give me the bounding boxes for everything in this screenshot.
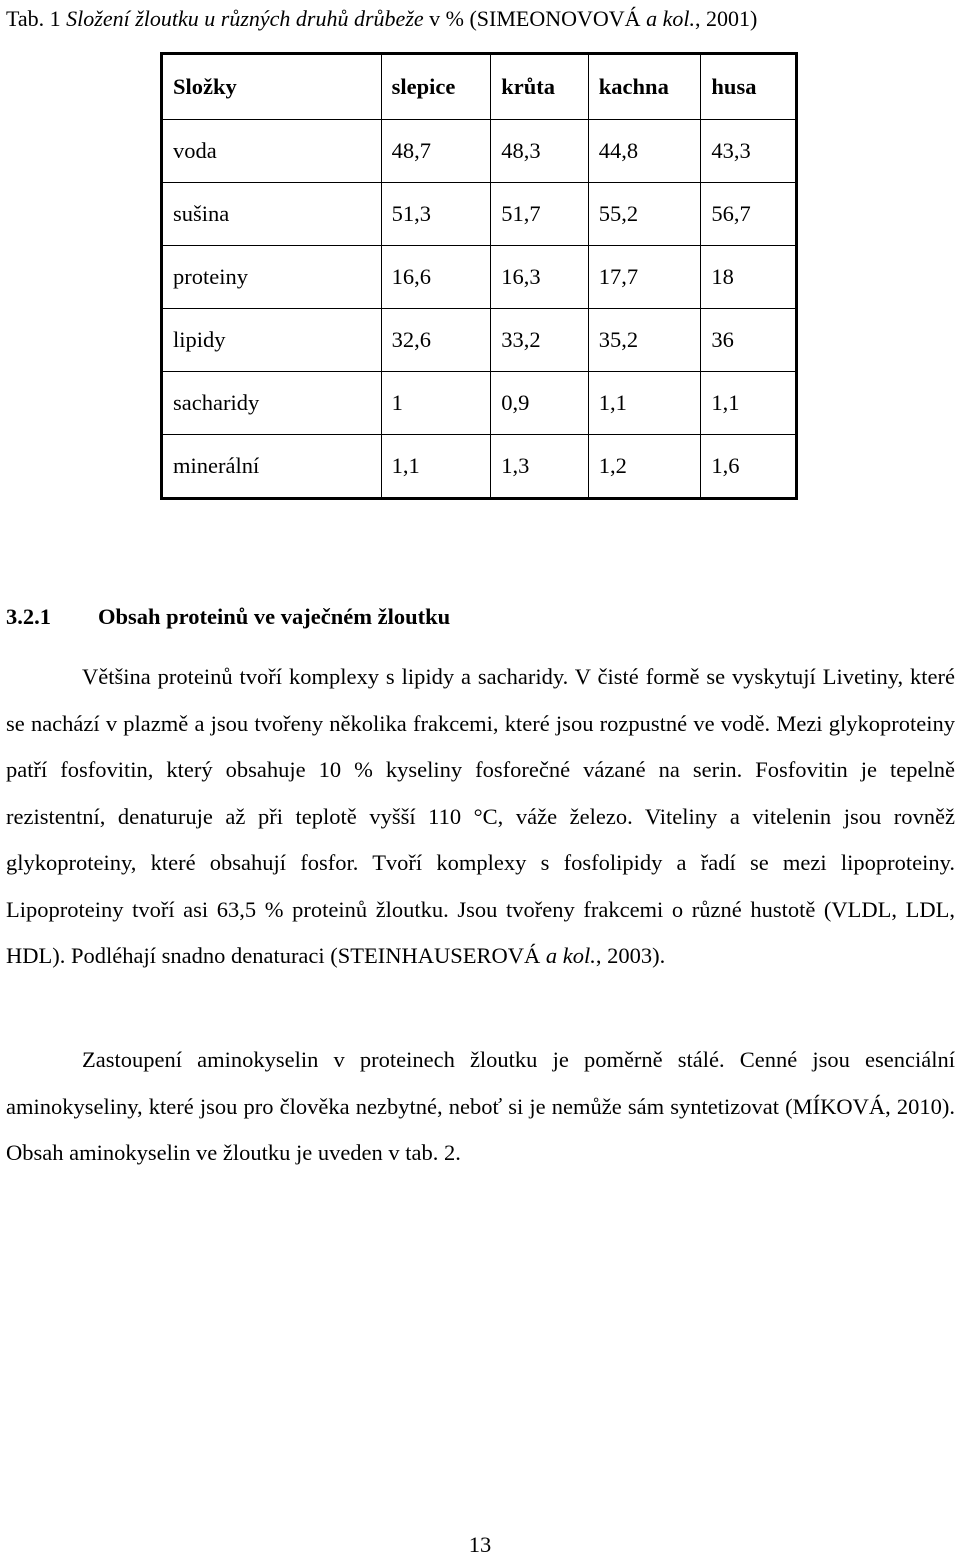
table-row [162,435,797,499]
paragraph-suffix: , 2003). [595,943,666,968]
paragraph-proteins [6,654,955,980]
value-cell: 1,3 [491,435,589,499]
caption-middle: v % (SIMEONOVOVÁ [423,6,647,31]
value-cell: 56,7 [701,183,797,246]
table-row [162,183,797,246]
row-label-cell: voda [162,120,382,183]
value-cell: 44,8 [588,120,701,183]
value-cell: 51,3 [381,183,491,246]
paragraph-text: Většina proteinů tvoří komplexy s lipidy a sacharidy. V čisté formě se vyskytují Livetiny, které se nachází v plazmě a jsou tvořeny několika frakcemi, které jsou rozpustné ve vodě. Mezi glykoproteiny patří fosfovitin, který obsahuje 10 % kyseliny fosforečné vázané na serin. Fosfovitin je tepelně rezistentní, denaturuje až při teplotě vyšší 110 °C, váže železo. Viteliny a vitelenin jsou rovněž glykoproteiny, které obsahují fosfor. Tvoří komplexy s fosfolipidy a řadí se mezi lipoproteiny. Lipoproteiny tvoří asi 63,5 % proteinů žloutku. Jsou tvořeny frakcemi o různé hustotě (VLDL, LDL, HDL). Podléhají snadno denaturaci (STEINHAUSEROVÁ [6,664,955,968]
value-cell: 1,2 [588,435,701,499]
value-cell: 55,2 [588,183,701,246]
table-row [162,372,797,435]
row-label-cell: proteiny [162,246,382,309]
value-cell: 16,6 [381,246,491,309]
table-caption [6,2,757,36]
header-cell: Složky [162,54,382,120]
page-number: 13 [468,1532,492,1557]
header-cell: slepice [381,54,491,120]
value-cell: 1 [381,372,491,435]
value-cell: 43,3 [701,120,797,183]
row-label-cell: lipidy [162,309,382,372]
header-cell: kachna [588,54,701,120]
value-cell: 18 [701,246,797,309]
value-cell: 1,1 [381,435,491,499]
section-title: Obsah proteinů ve vaječném žloutku [98,604,451,629]
paragraph-text: Zastoupení aminokyselin v proteinech žloutku je poměrně stálé. Cenné jsou esenciální aminokyseliny, které jsou pro člověka nezbytné, neboť si je nemůže sám syntetizovat (MÍKOVÁ, 2010). Obsah aminokyselin ve žloutku je uveden v tab. 2. [6,1047,955,1165]
caption-etal: a kol. [646,6,695,31]
table-row [162,120,797,183]
value-cell: 32,6 [381,309,491,372]
caption-suffix: , 2001) [694,6,758,31]
caption-title: Složení žloutku u různých druhů drůbeže [66,6,424,31]
caption-prefix: Tab. 1 [6,6,67,31]
value-cell: 1,1 [701,372,797,435]
value-cell: 0,9 [491,372,589,435]
header-cell: husa [701,54,797,120]
section-heading [6,600,450,634]
value-cell: 1,6 [701,435,797,499]
value-cell: 36 [701,309,797,372]
table-header-row [162,54,797,120]
value-cell: 35,2 [588,309,701,372]
value-cell: 16,3 [491,246,589,309]
composition-table [160,52,798,500]
value-cell: 17,7 [588,246,701,309]
paragraph-etal: a kol. [545,943,596,968]
value-cell: 33,2 [491,309,589,372]
header-cell: krůta [491,54,589,120]
section-number: 3.2.1 [6,604,51,629]
table-row [162,309,797,372]
value-cell: 48,7 [381,120,491,183]
value-cell: 48,3 [491,120,589,183]
paragraph-amino-acids [6,1037,955,1177]
value-cell: 1,1 [588,372,701,435]
table-row [162,246,797,309]
row-label-cell: minerální [162,435,382,499]
row-label-cell: sacharidy [162,372,382,435]
row-label-cell: sušina [162,183,382,246]
value-cell: 51,7 [491,183,589,246]
